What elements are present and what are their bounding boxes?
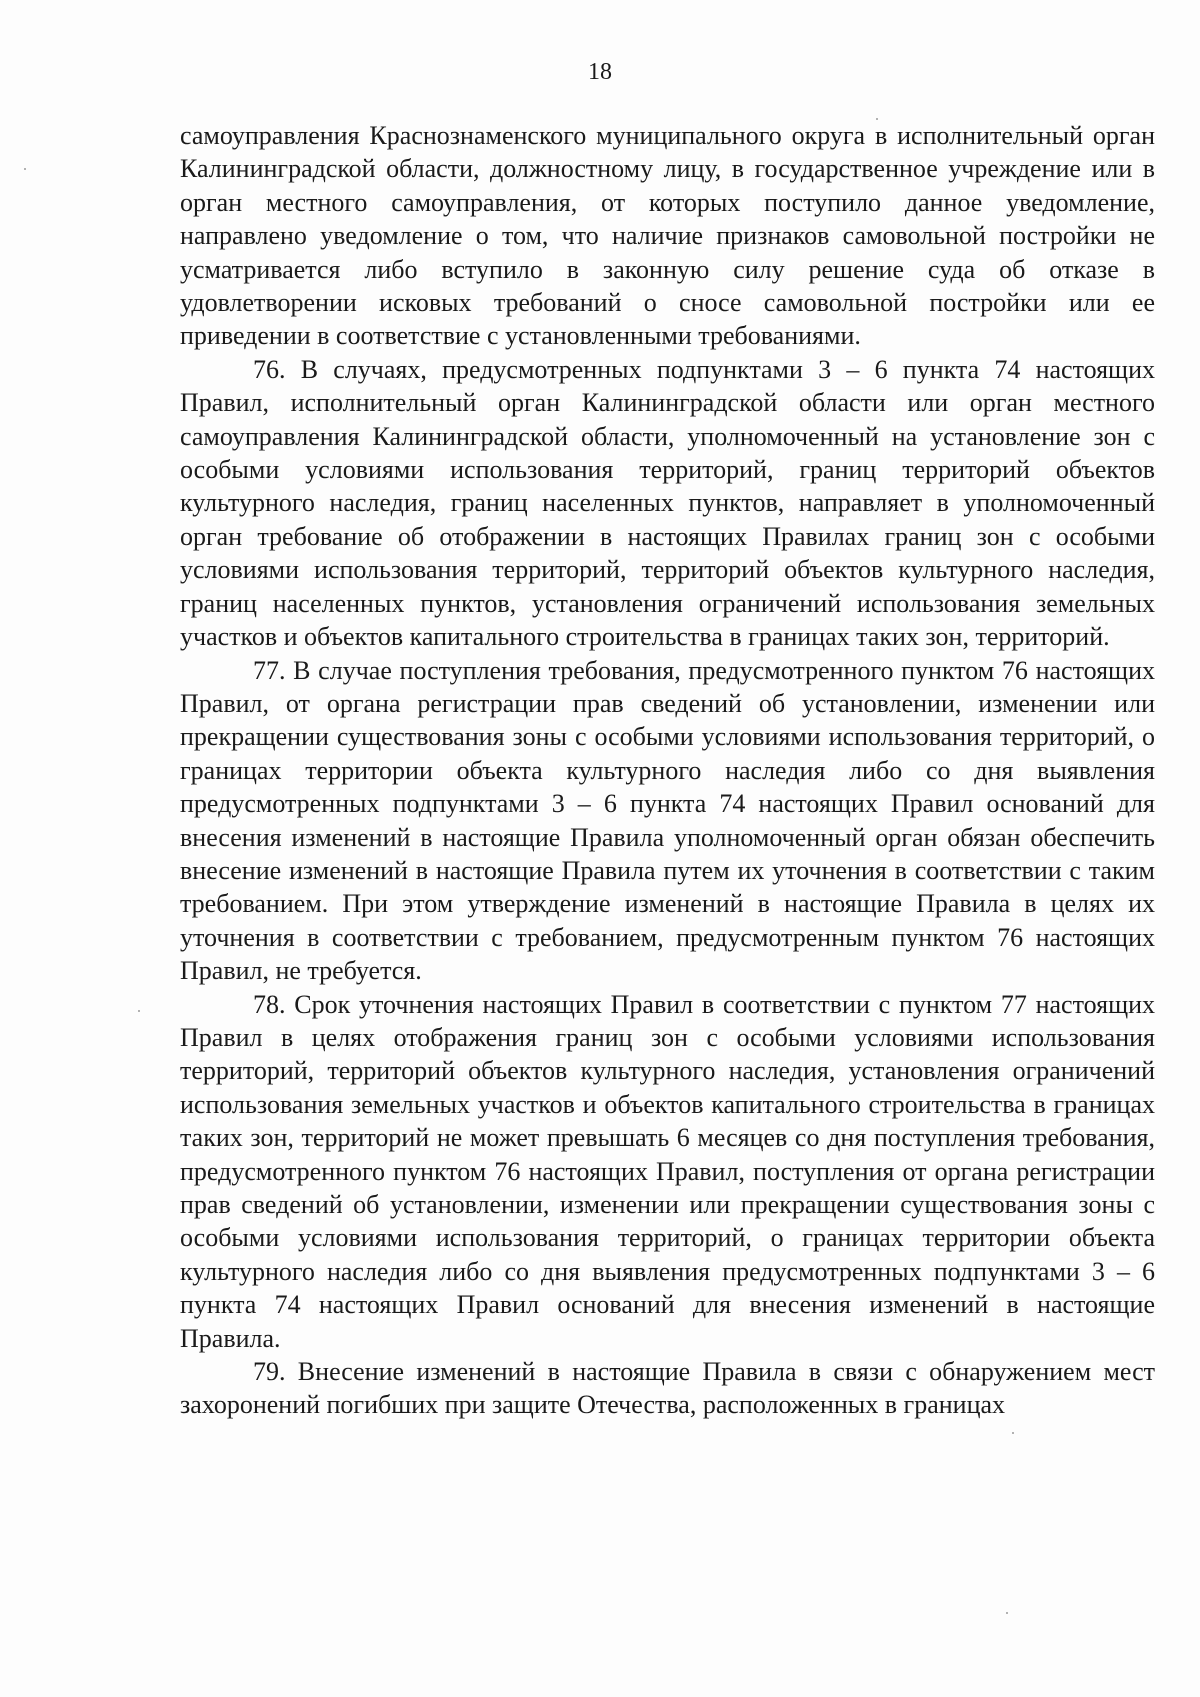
document-body	[180, 119, 1155, 1422]
paragraph-78: 78. Срок уточнения настоящих Правил в соответствии с пунктом 77 настоящих Правил в целях отображения границ зон с особыми условиями использования территорий, территорий объектов культурного наследия, установления ограничений использования земельных участков и объектов капитального строительства в границах таких зон, территорий не может превышать 6 месяцев со дня поступления требования, предусмотренного пунктом 76 настоящих Правил, поступления от органа регистрации прав сведений об установлении, изменении или прекращении существования зоны с особыми условиями использования территорий, о границах территории объекта культурного наследия либо со дня выявления предусмотренных подпунктами 3 – 6 пункта 74 настоящих Правил оснований для внесения изменений в настоящие Правила.	[180, 989, 1155, 1353]
scan-speck	[24, 168, 26, 170]
paragraph-77: 77. В случае поступления требования, предусмотренного пунктом 76 настоящих Правил, от органа регистрации прав сведений об установлении, изменении или прекращении существования зоны с особыми условиями использования территорий, о границах территории объекта культурного наследия либо со дня выявления предусмотренных подпунктами 3 – 6 пункта 74 настоящих Правил оснований для внесения изменений в настоящие Правила уполномоченный орган обязан обеспечить внесение изменений в настоящие Правила путем их уточнения в соответствии с таким требованием. При этом утверждение изменений в настоящие Правила в целях их уточнения в соответствии с требованием, предусмотренным пунктом 76 настоящих Правил, не требуется.	[180, 655, 1155, 986]
paragraph-75-continuation: самоуправления Краснознаменского муниципального округа в исполнительный орган Калининградской области, должностному лицу, в государственное учреждение или в орган местного самоуправления, от которых поступило данное уведомление, направлено уведомление о том, что наличие признаков самовольной постройки не усматривается либо вступило в законную силу решение суда об отказе в удовлетворении исковых требований о сносе самовольной постройки или ее приведении в соответствие с установленными требованиями.	[180, 121, 1155, 351]
scan-speck	[1012, 1432, 1014, 1434]
scan-speck	[1006, 1612, 1008, 1614]
paragraph-76: 76. В случаях, предусмотренных подпунктами 3 – 6 пункта 74 настоящих Правил, исполнительный орган Калининградской области или орган местного самоуправления Калининградской области, уполномоченный на установление зон с особыми условиями использования территорий, границ территорий объектов культурного наследия, границ населенных пунктов, направляет в уполномоченный орган требование об отображении в настоящих Правилах границ зон с особыми условиями использования территорий, территорий объектов культурного наследия, границ населенных пунктов, установления ограничений использования земельных участков и объектов капитального строительства в границах таких зон, территорий.	[180, 354, 1155, 652]
scan-speck	[138, 1010, 140, 1012]
paragraph-79: 79. Внесение изменений в настоящие Правила в связи с обнаружением мест захоронений погибших при защите Отечества, расположенных в границах	[180, 1357, 1155, 1420]
page-number: 18	[588, 59, 612, 85]
scan-speck	[876, 118, 878, 120]
